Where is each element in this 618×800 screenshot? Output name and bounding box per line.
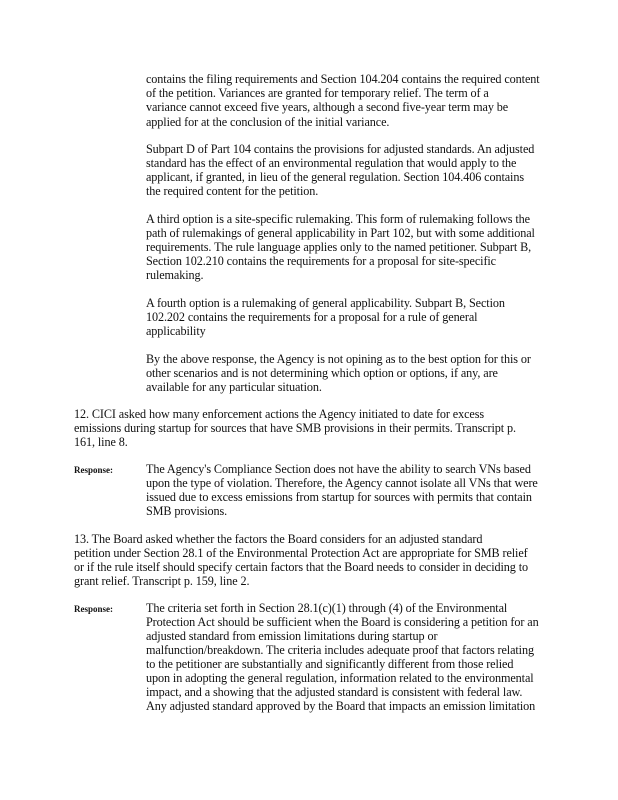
text-line: applied for at the conclusion of the initial variance. <box>146 115 390 129</box>
text-line: to the petitioner are substantially and significantly different from those relied <box>146 657 514 671</box>
text-line: A fourth option is a rulemaking of general applicability. Subpart B, Section <box>146 296 505 310</box>
text-line: contains the filing requirements and Section 104.204 contains the required content <box>146 72 540 86</box>
text-line: emissions during startup for sources that have SMB provisions in their permits. Transcript p. <box>74 421 516 435</box>
text-line: adjusted standard from emission limitations during startup or <box>146 629 438 643</box>
text-line: Subpart D of Part 104 contains the provisions for adjusted standards. An adjusted <box>146 142 535 156</box>
text-line: grant relief. Transcript p. 159, line 2. <box>74 574 250 588</box>
text-line: By the above response, the Agency is not opining as to the best option for this or <box>146 352 531 366</box>
text-line: 161, line 8. <box>74 435 128 449</box>
text-line: Protection Act should be sufficient when the Board is considering a petition for an <box>146 615 539 629</box>
text-line: malfunction/breakdown. The criteria includes adequate proof that factors relating <box>146 643 534 657</box>
text-line: rulemaking. <box>146 268 204 282</box>
text-line: 13. The Board asked whether the factors the Board considers for an adjusted standard <box>74 532 483 546</box>
text-line: A third option is a site-specific rulemaking. This form of rulemaking follows the <box>146 212 530 226</box>
text-line: applicability <box>146 324 206 338</box>
text-line: 102.202 contains the requirements for a proposal for a rule of general <box>146 310 478 324</box>
response-label: Response: <box>74 465 114 475</box>
text-line: impact, and a showing that the adjusted standard is consistent with federal law. <box>146 685 523 699</box>
text-line: Section 102.210 contains the requirements for a proposal for site-specific <box>146 254 496 268</box>
text-line: variance cannot exceed five years, although a second five-year term may be <box>146 100 509 114</box>
text-line: or if the rule itself should specify certain factors that the Board needs to consider in deciding to <box>74 560 529 574</box>
text-line: requirements. The rule language applies only to the named petitioner. Subpart B, <box>146 240 532 254</box>
text-line: SMB provisions. <box>146 504 228 518</box>
text-line: other scenarios and is not determining which option or options, if any, are <box>146 366 498 380</box>
text-line: The criteria set forth in Section 28.1(c)(1) through (4) of the Environmental <box>146 601 508 615</box>
text-line: Any adjusted standard approved by the Board that impacts an emission limitation <box>146 699 536 713</box>
text-line: path of rulemakings of general applicability in Part 102, but with some additional <box>146 226 535 240</box>
text-line: upon in adopting the general regulation, information related to the environmental <box>146 671 534 685</box>
text-line: upon the type of violation. Therefore, the Agency cannot isolate all VNs that were <box>146 476 538 490</box>
text-line: standard has the effect of an environmental regulation that would apply to the <box>146 156 517 170</box>
text-line: petition under Section 28.1 of the Environmental Protection Act are appropriate for SMB relief <box>74 546 528 560</box>
text-line: of the petition. Variances are granted for temporary relief. The term of a <box>146 86 489 100</box>
text-line: The Agency's Compliance Section does not have the ability to search VNs based <box>146 462 531 476</box>
text-line: 12. CICI asked how many enforcement actions the Agency initiated to date for excess <box>74 407 485 421</box>
text-line: available for any particular situation. <box>146 380 322 394</box>
text-line: issued due to excess emissions from startup for sources with permits that contain <box>146 490 532 504</box>
response-label: Response: <box>74 604 114 614</box>
text-line: the required content for the petition. <box>146 184 319 198</box>
text-line: applicant, if granted, in lieu of the general regulation. Section 104.406 contains <box>146 170 524 184</box>
